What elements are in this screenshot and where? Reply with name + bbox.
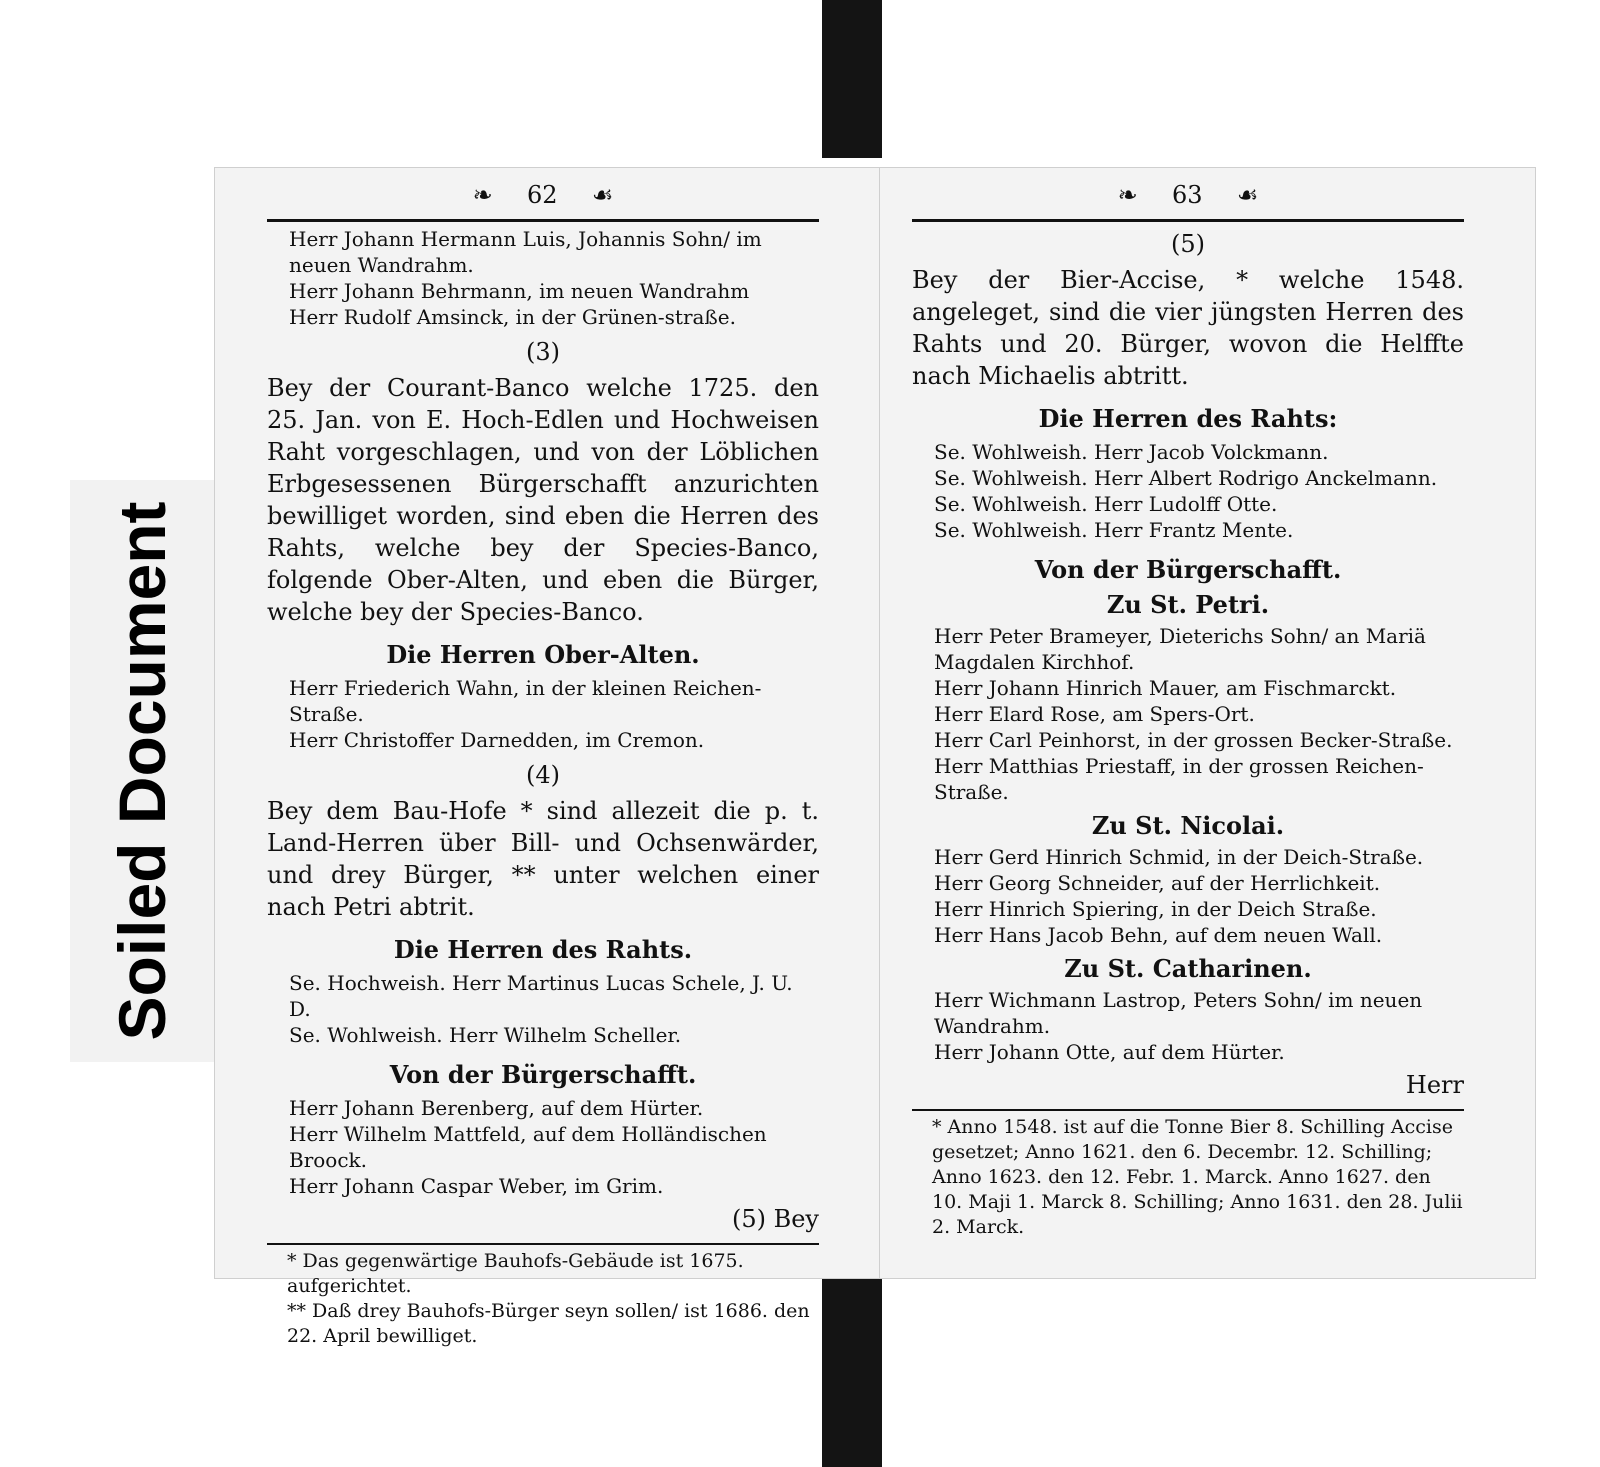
left-page-content bbox=[267, 168, 819, 1349]
section-heading: Von der Bürgerschafft. bbox=[1034, 555, 1342, 584]
section-number: (5) bbox=[1171, 230, 1205, 258]
list-item: Herr Johann Hermann Luis, Johannis Sohn/ im neuen Wandrahm. bbox=[289, 227, 762, 277]
footnote: * Anno 1548. ist auf die Tonne Bier 8. Schilling Accise gesetzet; Anno 1621. den 6. Decembr. 12. Schilling; Anno 1623. den 12. Febr. 1. Marck. Anno 1627. den 10. Maji 1. Marck 8. Schilling; Anno 1631. den 28. Julii 2. Marck. bbox=[932, 1116, 1463, 1238]
footnote: ** Daß drey Bauhofs-Bürger seyn sollen/ ist 1686. den 22. April bewilliget. bbox=[287, 1300, 810, 1347]
list-item: Herr Johann Otte, auf dem Hürter. bbox=[934, 1040, 1285, 1064]
list-item: Herr Wilhelm Mattfeld, auf dem Holländischen Broock. bbox=[289, 1122, 767, 1172]
right-page-content bbox=[912, 168, 1464, 1240]
binding-band-bottom bbox=[822, 1278, 882, 1467]
header-rule bbox=[267, 219, 819, 222]
footnote: * Das gegenwärtige Bauhofs-Gebäude ist 1675. aufgerichtet. bbox=[287, 1250, 744, 1297]
section-paragraph: Bey der Courant-Banco welche 1725. den 25. Jan. von E. Hoch-Edlen und Hochweisen Raht vorgeschlagen, und von der Löblichen Erbgesessenen Bürgerschafft anzurichten bewilliget worden, sind eben die Herren des Rahts, welche bey der Species-Banco, folgende Ober-Alten, und eben die Bürger, welche bey der Species-Banco. bbox=[267, 374, 819, 626]
ornament-right-icon: ☙ bbox=[591, 181, 614, 209]
parish-heading: Zu St. Petri. bbox=[1106, 590, 1270, 619]
section-heading: Die Herren des Rahts: bbox=[1038, 404, 1338, 433]
list-item: Herr Johann Behrmann, im neuen Wandrahm bbox=[289, 279, 750, 303]
catchword: Herr bbox=[1405, 1071, 1464, 1099]
list-item: Herr Carl Peinhorst, in der grossen Becker-Straße. bbox=[934, 728, 1453, 752]
list-item: Herr Friederich Wahn, in der kleinen Reichen-Straße. bbox=[289, 676, 762, 726]
page-header bbox=[267, 173, 819, 217]
catchword: (5) Bey bbox=[731, 1205, 819, 1233]
list-item: Herr Matthias Priestaff, in der grossen Reichen-Straße. bbox=[934, 754, 1424, 804]
section-heading: Die Herren Ober-Alten. bbox=[386, 640, 700, 669]
list-item: Se. Wohlweish. Herr Ludolff Otte. bbox=[934, 492, 1278, 516]
list-item: Se. Wohlweish. Herr Jacob Volckmann. bbox=[934, 440, 1329, 464]
footnote-rule bbox=[912, 1109, 1464, 1111]
list-item: Herr Georg Schneider, auf der Herrlichkeit. bbox=[934, 871, 1381, 895]
soiled-document-label: Soiled Document bbox=[105, 501, 179, 1041]
list-item: Herr Peter Brameyer, Dieterichs Sohn/ an Mariä Magdalen Kirchhof. bbox=[934, 624, 1426, 674]
left-page bbox=[215, 168, 879, 1347]
list-item: Herr Christoffer Darnedden, im Cremon. bbox=[289, 728, 705, 752]
page-number: 62 bbox=[527, 181, 558, 209]
footnote-rule bbox=[267, 1243, 819, 1245]
list-item: Herr Elard Rose, am Spers-Ort. bbox=[934, 702, 1255, 726]
list-item: Herr Gerd Hinrich Schmid, in der Deich-Straße. bbox=[934, 845, 1424, 869]
parish-heading: Zu St. Nicolai. bbox=[1091, 811, 1285, 840]
ornament-left-icon: ❧ bbox=[1117, 181, 1138, 209]
list-item: Se. Wohlweish. Herr Frantz Mente. bbox=[934, 518, 1294, 542]
list-item: Herr Hans Jacob Behn, auf dem neuen Wall. bbox=[934, 923, 1383, 947]
list-item: Herr Rudolf Amsinck, in der Grünen-straße. bbox=[289, 305, 736, 329]
list-item: Herr Johann Caspar Weber, im Grim. bbox=[289, 1174, 664, 1198]
parish-heading: Zu St. Catharinen. bbox=[1064, 954, 1312, 983]
section-heading: Von der Bürgerschafft. bbox=[389, 1060, 697, 1089]
list-item: Se. Hochweish. Herr Martinus Lucas Schele, J. U. D. bbox=[289, 971, 793, 1021]
list-item: Se. Wohlweish. Herr Albert Rodrigo Anckelmann. bbox=[934, 466, 1438, 490]
page-header bbox=[912, 173, 1464, 217]
section-number: (4) bbox=[526, 761, 560, 789]
ornament-right-icon: ☙ bbox=[1236, 181, 1259, 209]
list-item: Se. Wohlweish. Herr Wilhelm Scheller. bbox=[289, 1023, 682, 1047]
list-item: Herr Johann Hinrich Mauer, am Fischmarckt. bbox=[934, 676, 1397, 700]
list-item: Herr Wichmann Lastrop, Peters Sohn/ im neuen Wandrahm. bbox=[934, 988, 1423, 1038]
header-rule bbox=[912, 219, 1464, 222]
section-number: (3) bbox=[526, 338, 560, 366]
section-paragraph: Bey der Bier-Accise, * welche 1548. angeleget, sind die vier jüngsten Herren des Rahts und 20. Bürger, wovon die Helffte nach Michaelis abtritt. bbox=[912, 266, 1464, 390]
ornament-left-icon: ❧ bbox=[472, 181, 493, 209]
section-heading: Die Herren des Rahts. bbox=[393, 935, 693, 964]
right-page bbox=[880, 168, 1535, 1278]
binding-band-top bbox=[822, 0, 882, 158]
page-number: 63 bbox=[1172, 181, 1203, 209]
list-item: Herr Johann Berenberg, auf dem Hürter. bbox=[289, 1096, 704, 1120]
section-paragraph: Bey dem Bau-Hofe * sind allezeit die p. t. Land-Herren über Bill- und Ochsenwärder, und drey Bürger, ** unter welchen einer nach Petri abtrit. bbox=[267, 797, 819, 921]
list-item: Herr Hinrich Spiering, in der Deich Straße. bbox=[934, 897, 1377, 921]
